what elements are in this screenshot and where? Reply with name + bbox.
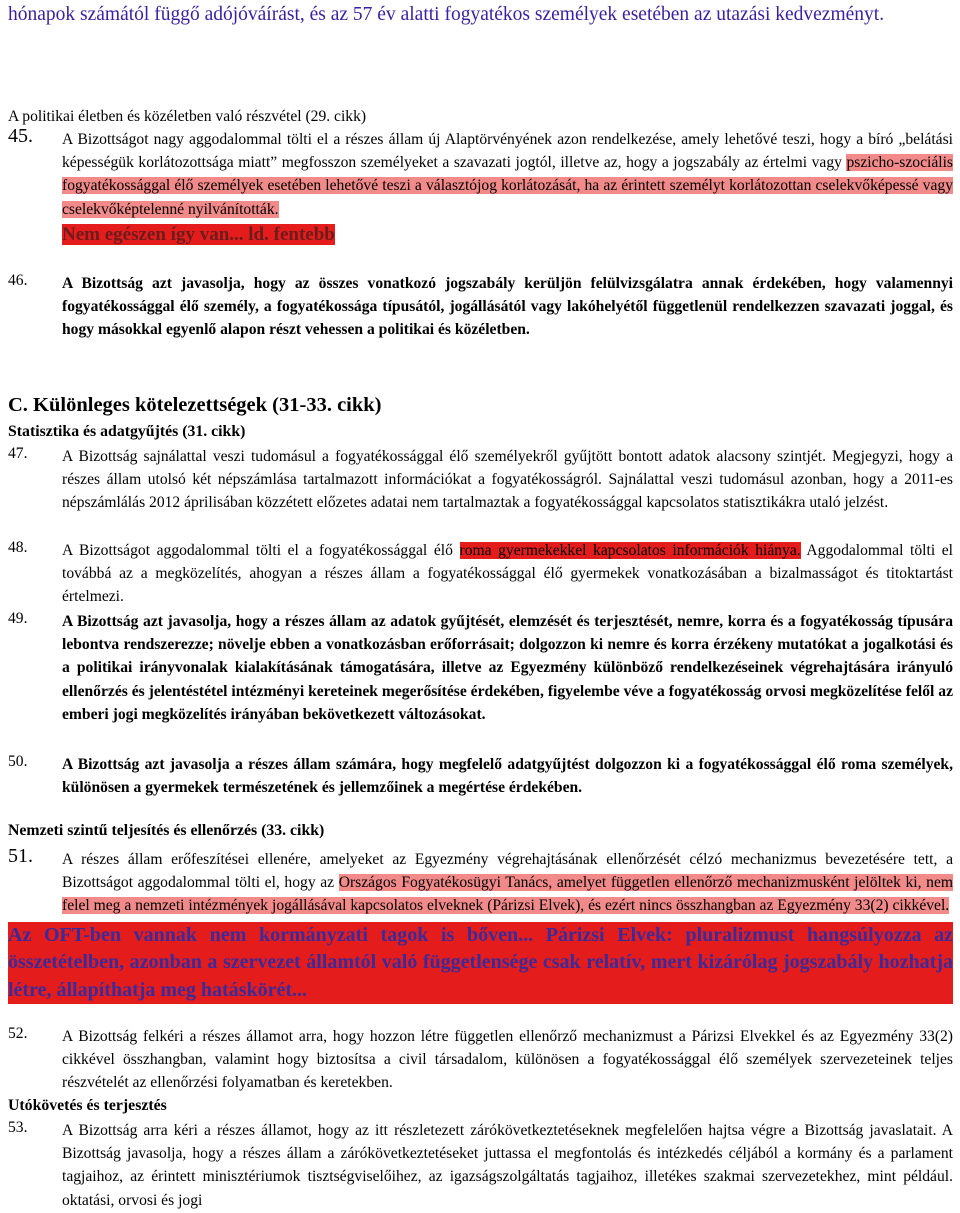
paragraph-53 — [8, 1119, 953, 1212]
paragraph-text: A Bizottság azt javasolja, hogy az összes vonatkozó jogszabály kerüljön felülvizsgálatra annak érdekében, hogy valamennyi fogyatékossággal élő személy, a fogyatékossága típusától, jogállásától vagy lakóhelyétől függetlenül rendelkezzen szavazati joggal, és hogy másokkal egyenlő alapon részt vehessen a politikai és közéletben. — [62, 275, 953, 339]
paragraph-number: 52. — [8, 1025, 28, 1042]
paragraph-number: 51. — [8, 845, 33, 867]
paragraph-49 — [8, 610, 953, 726]
top-paragraph: hónapok számától függő adójóváírást, és az 57 év alatti fogyatékos személyek esetében az utazási kedvezményt. — [8, 4, 885, 25]
heading-article-29: A politikai életben és közéletben való részvétel (29. cikk) — [8, 108, 367, 125]
highlighted-text: Országos Fogyatékosügyi Tanács, amelyet független ellenőrző mechanizmusként jelöltek ki, nem felel meg a nemzeti intézmények jogállásával kapcsolatos elveknek (Párizsi Elvek), és ezért nincs összhangban az Egyezmény 33(2) cikkével. — [62, 874, 953, 915]
paragraph-number: 50. — [8, 753, 28, 770]
paragraph-text: A Bizottság sajnálattal veszi tudomásul a fogyatékossággal élő személyekről gyűjtött bontott adatok alacsony szintjét. Megjegyzi, hogy a részes állam utolsó két népszámlása tartalmazott információkat a fogyatékosságról. Sajnálattal veszi tudomásul azonban, hogy a 2011-es népszámlálás 2012 áprilisában közzétett előzetes adatai nem tartalmaztak a fogyatékossággal kapcsolatos statisztikákra utaló jelzést. — [62, 448, 953, 512]
text-segment: A Bizottságot aggodalommal tölti el a fogyatékossággal élő — [62, 542, 460, 559]
paragraph-48 — [8, 539, 953, 609]
paragraph-number: 46. — [8, 272, 28, 289]
paragraph-45 — [8, 125, 953, 247]
paragraph-50 — [8, 753, 953, 799]
highlighted-text: pszicho-szociális fogyatékossággal élő személyek esetében lehetővé teszi a választójog korlátozását, ha az érintett személyt korlátozottan cselekvőképessé vagy cselekvőképtelenné nyilvánították. — [62, 154, 953, 218]
paragraph-47 — [8, 445, 953, 515]
paragraph-text — [62, 848, 953, 918]
paragraph-text — [62, 539, 953, 609]
paragraph-text: A Bizottság felkéri a részes államot arra, hogy hozzon létre független ellenőrző mechanizmust a Párizsi Elvekkel és az Egyezmény 33(2) cikkével összhangban, valamint hogy biztosítsa a civil társadalom, különösen a fogyatékossággal élő személyek szervezeteinek teljes részvételét az ellenőrzési folyamatban és keretekben. — [62, 1028, 953, 1092]
paragraph-number: 49. — [8, 610, 28, 627]
heading-article-33: Nemzeti szintű teljesítés és ellenőrzés (33. cikk) — [8, 822, 325, 839]
paragraph-51 — [8, 845, 953, 1004]
paragraph-text: A Bizottság arra kéri a részes államot, hogy az itt részletezett zárókövetkeztetéseknek megfelelően hajtsa végre a Bizottság javaslatait. A Bizottság javasolja, hogy a részes állam a zárókövetkeztetéseket juttassa el megfontolás és intézkedés céljából a kormány és a parlament tagjaihoz, az érintett minisztériumok tisztségviselőihez, az igazságszolgáltatás tagjaihoz, illetékes szakmai szervezetekhez, mint például. oktatási, orvosi és jogi — [62, 1122, 953, 1209]
paragraph-text: A Bizottság azt javasolja, hogy a részes állam az adatok gyűjtését, elemzését és terjesztését, nemre, korra és a fogyatékosság típusára lebontva rendszerezze; növelje ebben a vonatkozásban erőforrásait; dolgozzon ki nemre és korra érzékeny mutatókat a jogalkotási és a politikai irányvonalak kialakításának támogatására, illetve az Egyezmény különböző rendelkezéseinek végrehajtására irányuló ellenőrzés és jelentéstétel intézményi kereteinek megerősítése érdekében, figyelembe véve a fogyatékosság orvosi megközelítése felől az emberi jogi megközelítés irányában bekövetkezett változásokat. — [62, 613, 953, 723]
highlighted-text: roma gyermekekkel kapcsolatos információk hiánya. — [459, 542, 801, 559]
paragraph-number: 45. — [8, 125, 33, 147]
text-segment: Aggodalommal tölti el továbbá az a megközelítés, ahogyan a részes állam a fogyatékossággal élő gyermekek vonatkozásában a bizalmasságot és titoktartást értelmezi. — [62, 542, 954, 606]
paragraph-52 — [8, 1025, 953, 1095]
paragraph-46 — [8, 272, 953, 342]
section-c-heading: C. Különleges kötelezettségek (31-33. cikk) — [8, 394, 382, 416]
reviewer-note: Nem egészen így van... ld. fentebb — [62, 223, 335, 245]
paragraph-number: 47. — [8, 445, 28, 462]
text-segment: A részes állam erőfeszítései ellenére, amelyeket az Egyezmény végrehajtásának ellenőrzését célzó mechanizmus bevezetésére tett, a Bizottságot aggodalommal tölti el, hogy az — [62, 851, 953, 892]
heading-article-31: Statisztika és adatgyűjtés (31. cikk) — [8, 423, 246, 440]
reviewer-note: Az OFT-ben vannak nem kormányzati tagok is bőven... Párizsi Elvek: pluralizmust hangsúlyozza az összetételben, azonban a szervezet államtól való függetlensége csak relatív, mert kizárólag jogszabály hozhatja létre, állapíthatja meg hatáskörét... — [8, 922, 953, 1005]
paragraph-number: 53. — [8, 1119, 28, 1136]
paragraph-number: 48. — [8, 539, 28, 556]
paragraph-text: A Bizottság azt javasolja a részes állam számára, hogy megfelelő adatgyűjtést dolgozzon ki a fogyatékossággal élő roma személyek, különösen a gyermekek természetének és jellemzőinek a megértése érdekében. — [62, 756, 953, 797]
heading-follow-up: Utókövetés és terjesztés — [8, 1097, 167, 1114]
text-segment: A Bizottságot nagy aggodalommal tölti el a részes állam új Alaptörvényének azon rendelkezése, amely lehetővé teszi, hogy a bíró „belátási képességük korlátozottsága miatt” megfosszon személyeket a szavazati jogtól, illetve az, hogy a jogszabály az értelmi vagy — [62, 131, 953, 172]
paragraph-text — [62, 128, 953, 221]
